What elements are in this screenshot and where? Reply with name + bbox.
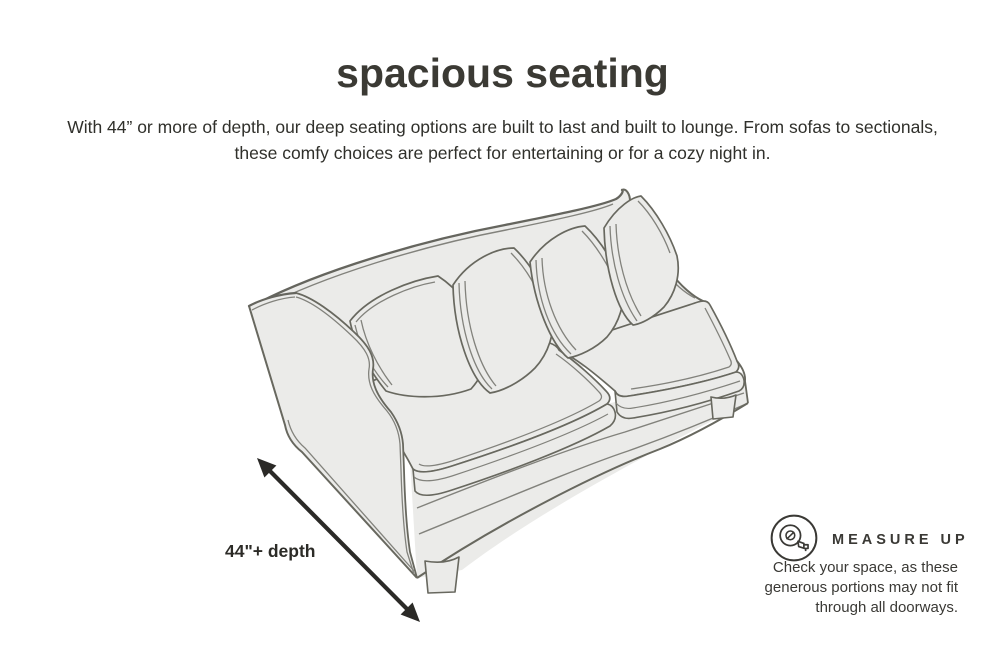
intro-text: With 44” or more of depth, our deep seating options are built to last and built to lounge. From sofas to sectionals, these comfy choices are perfect for entertaining or for a cozy night in. xyxy=(67,117,938,163)
tape-measure-icon xyxy=(768,512,820,564)
depth-dimension-label: 44"+ depth xyxy=(225,541,316,561)
measure-up-note: Check your space, as these generous portions may not fit through all doorways. xyxy=(764,559,958,616)
page-title: spacious seating xyxy=(336,50,669,96)
measure-up-heading: MEASURE UP xyxy=(832,532,969,548)
